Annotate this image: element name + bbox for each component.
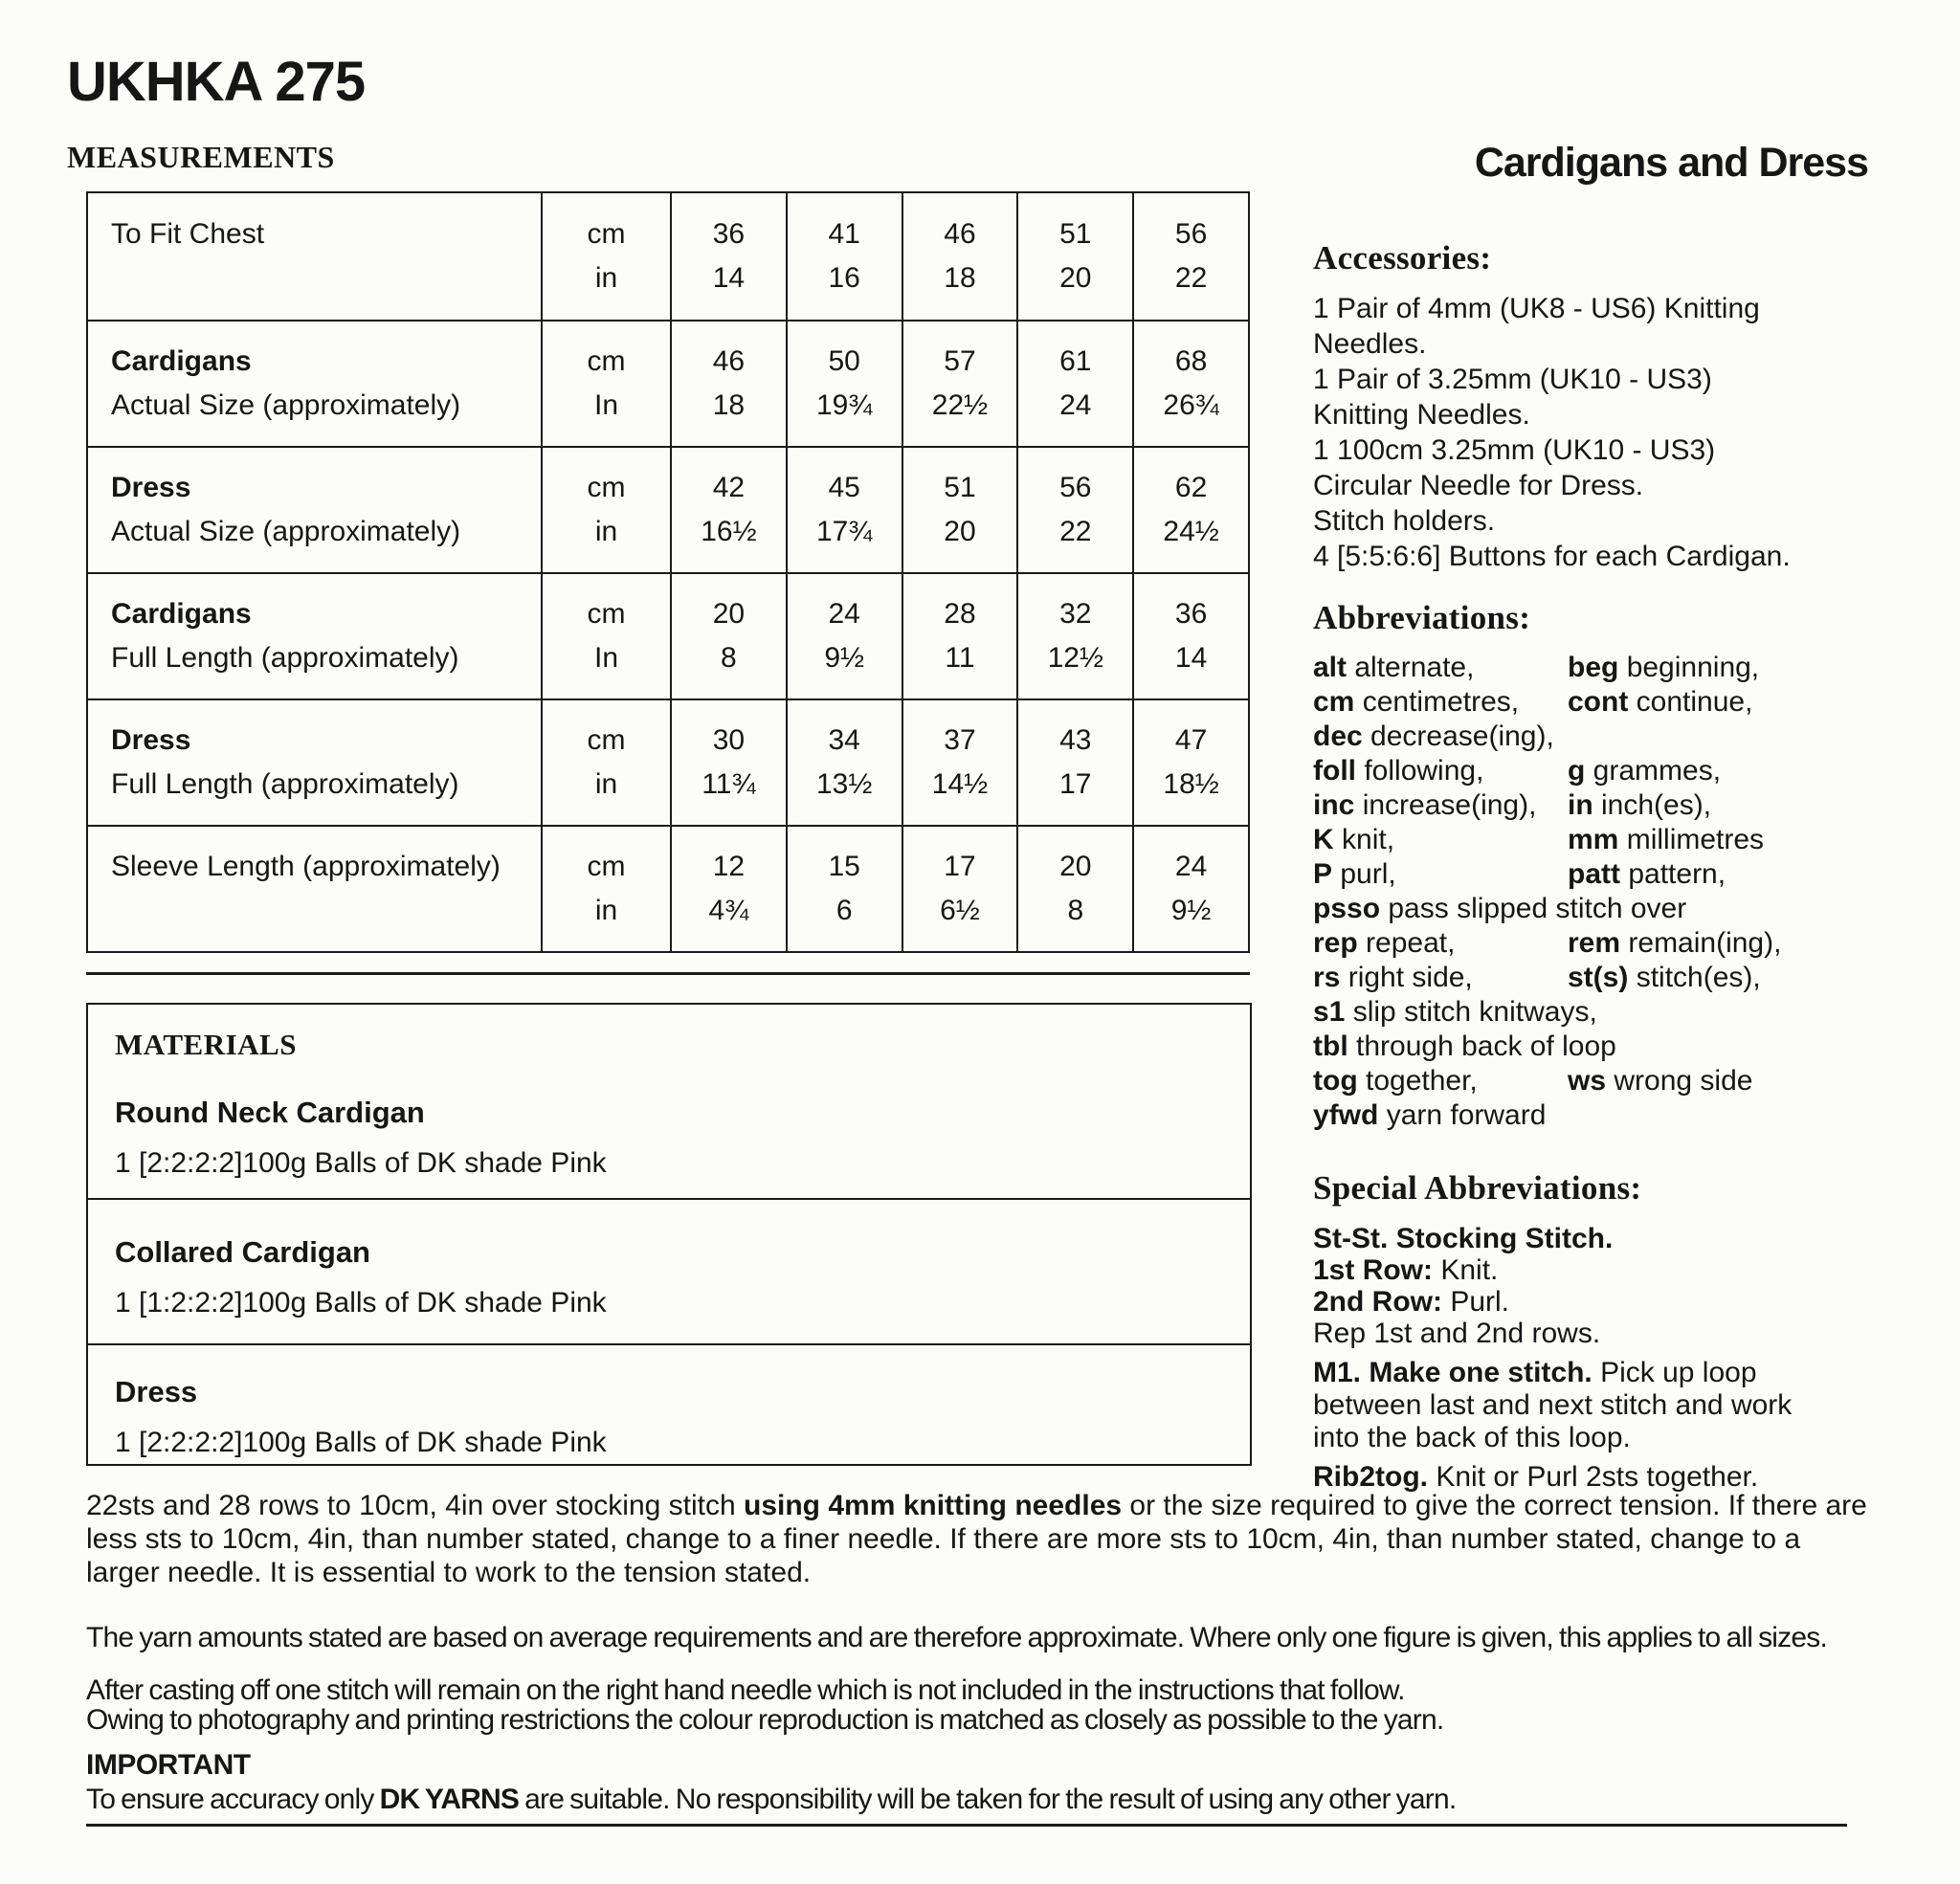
accessories-line: Circular Needle for Dress. [1313, 470, 1644, 501]
materials-section-round-neck [88, 1005, 1250, 1198]
abbreviation-row [1313, 892, 1781, 926]
abbreviation-definition: centimetres, [1362, 686, 1520, 718]
stocking-stitch-title: St-St. Stocking Stitch. [1313, 1223, 1614, 1254]
abbreviation-row [1313, 961, 1781, 995]
value-cell: 42 16½ [670, 448, 786, 572]
abbreviation-term: g [1568, 755, 1586, 787]
value-cell: 34 13½ [786, 700, 902, 825]
value-cell: 36 14 [1132, 574, 1248, 698]
abbreviation-row [1313, 651, 1781, 685]
abbreviation-definition: through back of loop [1356, 1031, 1616, 1062]
abbreviation-term: cm [1313, 686, 1355, 718]
divider-rule [86, 972, 1250, 975]
value-cell: 47 18½ [1132, 700, 1248, 825]
abbreviation-row [1313, 1030, 1781, 1064]
abbreviation-definition: increase(ing), [1362, 789, 1537, 821]
abbreviation-term: rs [1313, 962, 1341, 993]
unit-cell: cm in [541, 448, 670, 572]
value-cell: 46 18 [902, 193, 1017, 320]
value-cell: 37 14½ [902, 700, 1017, 825]
accessories-line: 1 Pair of 4mm (UK8 - US6) Knitting [1313, 293, 1760, 324]
important-note: To ensure accuracy only DK YARNS are suitable. No responsibility will be taken for the result of using any other yarn. [86, 1784, 1457, 1815]
measurements-heading: MEASUREMENTS [67, 140, 335, 174]
stocking-stitch-rep: Rep 1st and 2nd rows. [1313, 1318, 1601, 1349]
accessories-line: Stitch holders. [1313, 505, 1496, 537]
table-row-sleeve-length [88, 825, 1248, 951]
value-cell: 50 19¾ [786, 321, 902, 446]
abbreviation-term: ws [1568, 1065, 1607, 1097]
row-label: Dress Actual Size (approximately) [111, 472, 461, 547]
material-item-name: Dress [115, 1375, 198, 1408]
casting-line: After casting off one stitch will remain on the right hand needle which is not included in the instructions that follow. [86, 1674, 1405, 1706]
abbreviation-definition: inch(es), [1601, 789, 1712, 821]
abbreviation-term: beg [1568, 652, 1619, 683]
abbreviation-definition: beginning, [1626, 652, 1760, 683]
row-label: Sleeve Length (approximately) [111, 851, 501, 882]
tension-paragraph: 22sts and 28 rows to 10cm, 4in over stocking stitch using 4mm knitting needles or the size required to give the correct tension. If there are less sts to 10cm, 4in, than number stated, change to a finer needle. If there are more sts to 10cm, 4in, than number stated, change to a larger needle. It is essential to work to the tension stated. [86, 1490, 1867, 1588]
abbreviation-definition: millimetres [1626, 824, 1765, 855]
abbreviation-term: st(s) [1568, 962, 1629, 993]
value-cell: 57 22½ [902, 321, 1017, 446]
bottom-notes [86, 1489, 1874, 1827]
abbreviation-definition: slip stitch knitways, [1352, 996, 1597, 1028]
abbreviation-row [1313, 995, 1781, 1030]
accessories-line: 1 100cm 3.25mm (UK10 - US3) [1313, 434, 1716, 466]
abbreviation-row [1313, 857, 1781, 892]
material-item-yarn: 1 [2:2:2:2]100g Balls of DK shade Pink [115, 1427, 607, 1458]
abbreviation-term: in [1568, 789, 1593, 821]
value-cell: 20 8 [1016, 827, 1132, 951]
abbreviation-definition: alternate, [1354, 652, 1475, 683]
abbreviation-term: P [1313, 858, 1333, 890]
table-row-cardigans-actual-size [88, 320, 1248, 446]
material-item-yarn: 1 [2:2:2:2]100g Balls of DK shade Pink [115, 1147, 607, 1179]
material-item-yarn: 1 [1:2:2:2]100g Balls of DK shade Pink [115, 1287, 607, 1319]
m1-note: M1. Make one stitch. Pick up loop between last and next stitch and work into the back of this loop. [1313, 1357, 1793, 1453]
value-cell: 46 18 [670, 321, 786, 446]
stocking-stitch-row2: 2nd Row: Purl. [1313, 1286, 1510, 1318]
material-item-name: Round Neck Cardigan [115, 1096, 425, 1129]
value-cell: 51 20 [902, 448, 1017, 572]
unit-cell: cm in [541, 193, 670, 320]
accessories-line: 4 [5:5:6:6] Buttons for each Cardigan. [1313, 541, 1791, 572]
abbreviations-heading: Abbreviations: [1313, 599, 1531, 636]
abbreviation-term: foll [1313, 755, 1356, 787]
important-heading: IMPORTANT [86, 1749, 251, 1781]
materials-section-dress [88, 1343, 1250, 1464]
value-cell: 32 12½ [1016, 574, 1132, 698]
value-cell: 51 20 [1016, 193, 1132, 320]
value-cell: 20 8 [670, 574, 786, 698]
abbreviation-term: rep [1313, 927, 1358, 959]
abbreviation-term: alt [1313, 652, 1348, 683]
subtitle: Cardigans and Dress [1474, 140, 1868, 186]
abbreviation-row [1313, 823, 1781, 857]
row-label: Cardigans Actual Size (approximately) [111, 345, 461, 421]
abbreviation-term: inc [1313, 789, 1355, 821]
abbreviation-definition: wrong side [1614, 1065, 1753, 1097]
abbreviation-row [1313, 685, 1781, 720]
value-cell: 36 14 [670, 193, 786, 320]
table-row-dress-full-length [88, 698, 1248, 825]
abbreviation-term: tbl [1313, 1031, 1348, 1062]
value-cell: 68 26¾ [1132, 321, 1248, 446]
accessories-list [1313, 291, 1791, 574]
abbreviation-term: cont [1568, 686, 1629, 718]
abbreviation-definition: yarn forward [1386, 1099, 1547, 1131]
abbreviation-term: s1 [1313, 996, 1346, 1028]
abbreviation-definition: stitch(es), [1636, 962, 1761, 993]
abbreviation-definition: grammes, [1592, 755, 1722, 787]
abbreviation-row [1313, 720, 1781, 754]
abbreviation-definition: decrease(ing), [1370, 720, 1554, 752]
abbreviation-definition: right side, [1348, 962, 1473, 993]
abbreviation-definition: together, [1365, 1065, 1478, 1097]
abbreviation-definition: knit, [1342, 824, 1395, 855]
abbreviation-term: dec [1313, 720, 1363, 752]
value-cell: 41 16 [786, 193, 902, 320]
table-row-to-fit-chest [88, 193, 1248, 320]
table-row-dress-actual-size [88, 446, 1248, 572]
value-cell: 24 9½ [1132, 827, 1248, 951]
accessories-line: 1 Pair of 3.25mm (UK10 - US3) [1313, 364, 1712, 395]
value-cell: 12 4¾ [670, 827, 786, 951]
material-item-name: Collared Cardigan [115, 1235, 370, 1269]
accessories-heading: Accessories: [1313, 239, 1492, 277]
abbreviation-row [1313, 1064, 1781, 1098]
abbreviation-term: psso [1313, 893, 1381, 924]
value-cell: 56 22 [1016, 448, 1132, 572]
accessories-line: Knitting Needles. [1313, 399, 1530, 431]
abbreviation-term: rem [1568, 927, 1621, 959]
row-label: Dress Full Length (approximately) [111, 724, 459, 800]
accessories-line: Needles. [1313, 328, 1427, 360]
right-column [1313, 0, 1880, 1493]
unit-cell: cm in [541, 827, 670, 951]
value-cell: 62 24½ [1132, 448, 1248, 572]
value-cell: 28 11 [902, 574, 1017, 698]
abbreviation-term: tog [1313, 1065, 1358, 1097]
abbreviation-row [1313, 788, 1781, 823]
casting-line: Owing to photography and printing restrictions the colour reproduction is matched as closely as possible to the yarn. [86, 1704, 1444, 1736]
table-row-cardigans-full-length [88, 572, 1248, 698]
abbreviation-term: K [1313, 824, 1334, 855]
rib2tog-note: Rib2tog. Knit or Purl 2sts together. [1313, 1461, 1759, 1493]
unit-cell: cm in [541, 700, 670, 825]
abbreviation-definition: continue, [1636, 686, 1753, 718]
abbreviation-term: yfwd [1313, 1099, 1379, 1131]
stocking-stitch-block [1313, 1223, 1613, 1349]
casting-note [86, 1675, 1874, 1735]
abbreviation-definition: remain(ing), [1628, 927, 1782, 959]
abbreviation-definition: purl, [1340, 858, 1396, 890]
value-cell: 43 17 [1016, 700, 1132, 825]
abbreviation-definition: repeat, [1366, 927, 1456, 959]
abbreviation-definition: pattern, [1628, 858, 1726, 890]
value-cell: 61 24 [1016, 321, 1132, 446]
value-cell: 17 6½ [902, 827, 1017, 951]
value-cell: 56 22 [1132, 193, 1248, 320]
yarn-amounts-paragraph: The yarn amounts stated are based on average requirements and are therefore approximate. Where only one figure is given, this applies to all sizes. [86, 1622, 1827, 1653]
value-cell: 24 9½ [786, 574, 902, 698]
abbreviation-term: patt [1568, 858, 1620, 890]
value-cell: 15 6 [786, 827, 902, 951]
page-title: UKHKA 275 [67, 51, 366, 113]
materials-heading: MATERIALS [115, 1028, 297, 1061]
stocking-stitch-row1: 1st Row: Knit. [1313, 1254, 1499, 1286]
unit-cell: cm In [541, 574, 670, 698]
abbreviation-definition: pass slipped stitch over [1388, 893, 1687, 924]
materials-box [86, 1003, 1252, 1466]
abbreviation-row [1313, 754, 1781, 788]
abbreviations-list [1313, 651, 1781, 1133]
abbreviation-term: mm [1568, 824, 1619, 855]
special-abbreviations-heading: Special Abbreviations: [1313, 1169, 1642, 1207]
unit-cell: cm In [541, 321, 670, 446]
bottom-rule [86, 1824, 1847, 1827]
row-label: To Fit Chest [111, 218, 265, 250]
value-cell: 30 11¾ [670, 700, 786, 825]
measurements-table [86, 191, 1250, 953]
abbreviation-row [1313, 926, 1781, 961]
row-label: Cardigans Full Length (approximately) [111, 598, 459, 674]
value-cell: 45 17¾ [786, 448, 902, 572]
abbreviation-row [1313, 1098, 1781, 1133]
abbreviation-definition: following, [1364, 755, 1484, 787]
materials-section-collared [88, 1198, 1250, 1343]
